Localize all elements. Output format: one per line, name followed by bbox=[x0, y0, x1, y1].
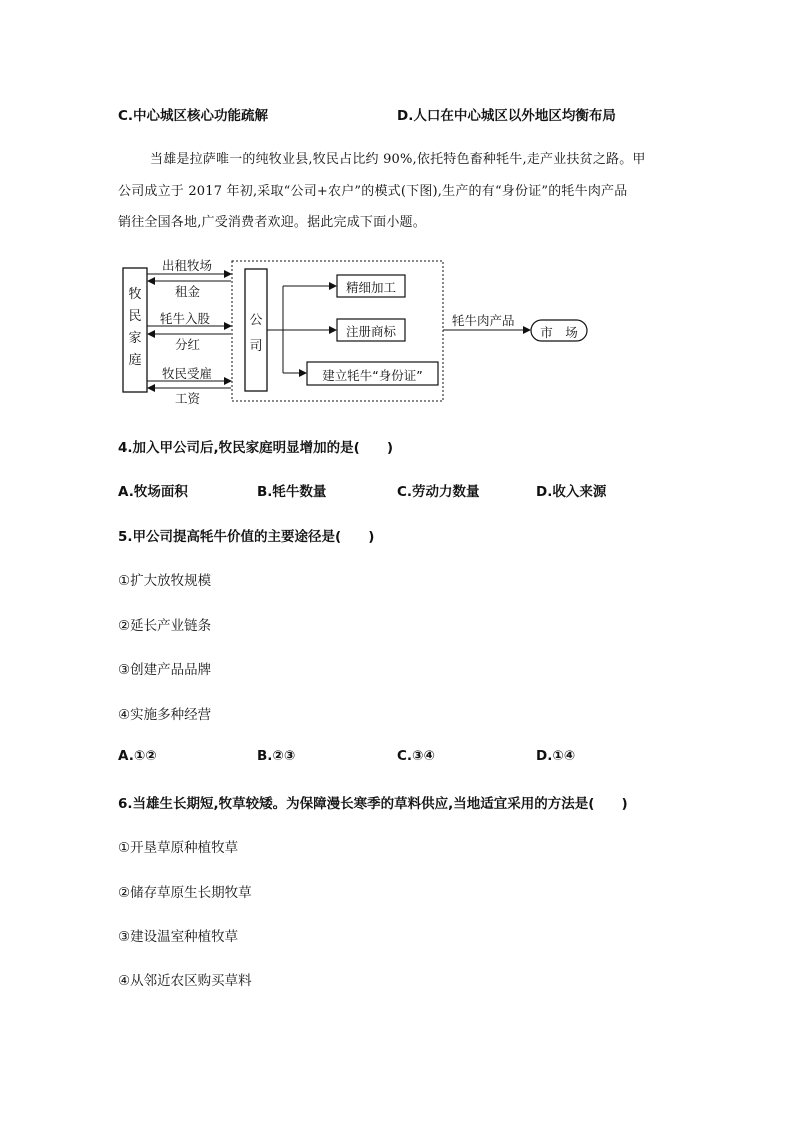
q5-option-c: C.③④ bbox=[397, 748, 435, 764]
prev-option-d: D.人口在中心城区以外地区均衡布局 bbox=[397, 108, 616, 124]
q5-item-4: ④实施多种经营 bbox=[118, 707, 212, 723]
arrow-label-yak-shares: 牦牛入股 bbox=[160, 311, 211, 326]
herder-family-char: 民 bbox=[128, 309, 142, 324]
q5-item-3: ③创建产品品牌 bbox=[118, 662, 212, 678]
q4-stem: 4.加入甲公司后,牧民家庭明显增加的是( ) bbox=[118, 440, 393, 456]
action-fine-processing: 精细加工 bbox=[345, 280, 396, 295]
q5-item-1: ①扩大放牧规模 bbox=[118, 573, 212, 589]
herder-family-box bbox=[123, 284, 147, 372]
arrow-label-dividend: 分红 bbox=[175, 337, 201, 352]
q4-option-c: C.劳动力数量 bbox=[397, 484, 480, 500]
company-char: 公 bbox=[249, 313, 263, 328]
herder-family-char: 庭 bbox=[128, 353, 142, 368]
arrow-label-rent-pasture: 出租牧场 bbox=[162, 258, 213, 273]
q6-stem: 6.当雄生长期短,牧草较矮。为保障漫长寒季的草料供应,当地适宜采用的方法是( ) bbox=[118, 796, 628, 812]
q6-item-3: ③建设温室种植牧草 bbox=[118, 929, 239, 945]
action-register-trademark: 注册商标 bbox=[345, 324, 396, 339]
herder-family-char: 家 bbox=[128, 331, 142, 346]
arrow-label-employed: 牧民受雇 bbox=[162, 366, 213, 381]
arrow-label-rent: 租金 bbox=[175, 284, 201, 299]
prev-option-c: C.中心城区核心功能疏解 bbox=[118, 108, 269, 124]
q5-option-b: B.②③ bbox=[257, 748, 296, 764]
q6-item-2: ②储存草原生长期牧草 bbox=[118, 885, 252, 901]
market-box: 市 场 bbox=[540, 325, 578, 340]
arrow-label-wages: 工资 bbox=[175, 391, 201, 406]
company-farmer-model-diagram bbox=[118, 253, 598, 405]
q5-stem: 5.甲公司提高牦牛价值的主要途径是( ) bbox=[118, 529, 375, 545]
passage-line-3: 销往全国各地,广受消费者欢迎。据此完成下面小题。 bbox=[118, 215, 426, 230]
q6-item-1: ①开垦草原种植牧草 bbox=[118, 840, 239, 856]
q4-option-d: D.收入来源 bbox=[536, 484, 607, 500]
q5-item-2: ②延长产业链条 bbox=[118, 618, 212, 634]
product-label: 牦牛肉产品 bbox=[452, 313, 515, 328]
q4-option-a: A.牧场面积 bbox=[118, 484, 188, 500]
q6-item-4: ④从邻近农区购买草料 bbox=[118, 973, 252, 989]
company-char: 司 bbox=[249, 339, 263, 354]
company-box bbox=[245, 308, 267, 360]
herder-family-char: 牧 bbox=[128, 287, 142, 302]
q5-option-d: D.①④ bbox=[536, 748, 576, 764]
q5-option-a: A.①② bbox=[118, 748, 157, 764]
action-yak-id: 建立牦牛“身份证” bbox=[322, 368, 423, 383]
q4-option-b: B.牦牛数量 bbox=[257, 484, 327, 500]
passage-line-1: 当雄是拉萨唯一的纯牧业县,牧民占比约 90%,依托特色畜种牦牛,走产业扶贫之路。甲 bbox=[150, 152, 646, 167]
passage-line-2: 公司成立于 2017 年初,采取“公司+农户”的模式(下图),生产的有“身份证”的牦牛肉产品 bbox=[118, 184, 628, 199]
